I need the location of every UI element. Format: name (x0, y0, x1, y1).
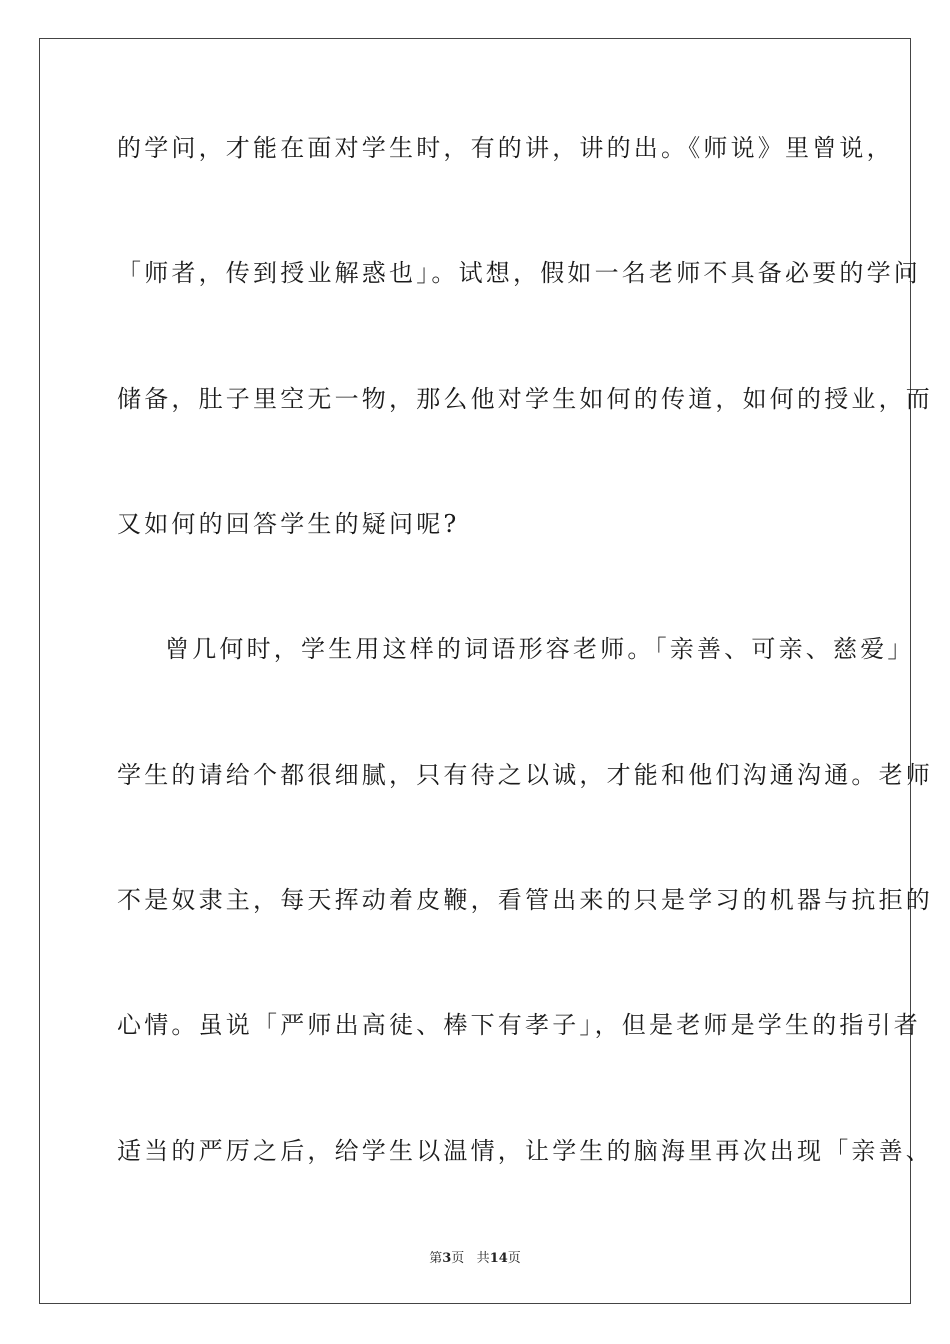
body-text-line: 的学问，才能在面对学生时，有的讲，讲的出。《师说》里曾说， (117, 134, 894, 162)
page-prefix: 第 (429, 1251, 443, 1266)
body-text-line: 适当的严厉之后，给学生以温情，让学生的脑海里再次出现「亲善、 (117, 1137, 933, 1165)
body-text-line: 「师者，传到授业解惑也」。试想，假如一名老师不具备必要的学问 (117, 259, 921, 287)
body-text-line: 又如何的回答学生的疑问呢? (117, 510, 460, 538)
total-suffix: 页 (507, 1251, 521, 1266)
page-total-number: 14 (489, 1251, 508, 1266)
page-current-number: 3 (442, 1251, 452, 1266)
total-prefix: 共 (476, 1251, 490, 1266)
body-text-line: 不是奴隶主，每天挥动着皮鞭，看管出来的只是学习的机器与抗拒的 (117, 886, 933, 914)
page-frame (39, 38, 933, 1304)
page-footer (0, 1247, 950, 1266)
page-suffix: 页 (451, 1251, 465, 1266)
body-text-line: 学生的请给个都很细腻，只有待之以诚，才能和他们沟通沟通。老师 (117, 761, 933, 789)
body-text-line-paragraph-start: 曾几何时，学生用这样的词语形容老师。「亲善、可亲、慈爱」 (165, 635, 915, 663)
body-text-line: 心情。虽说「严师出高徒、棒下有孝子」，但是老师是学生的指引者 (117, 1011, 921, 1039)
body-text-line: 储备，肚子里空无一物，那么他对学生如何的传道，如何的授业，而 (117, 385, 933, 413)
